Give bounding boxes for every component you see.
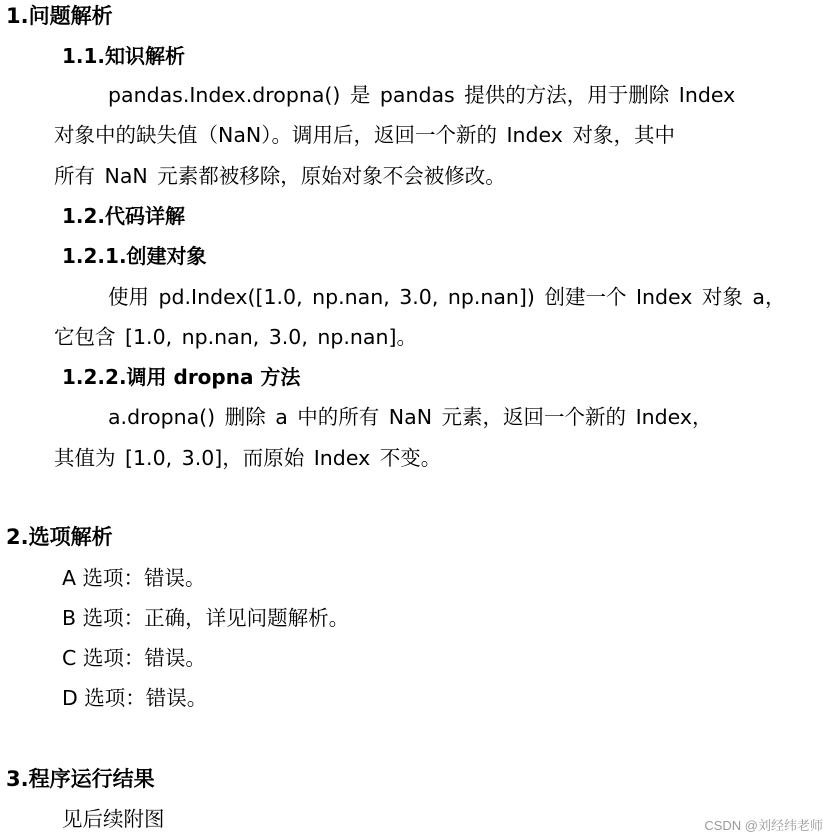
- section-1-2-heading: 1.2.代码详解: [62, 204, 186, 228]
- option-d: D 选项：错误。: [62, 686, 208, 710]
- option-a: A 选项：错误。: [62, 566, 206, 590]
- section-1-heading: 1.问题解析: [6, 4, 113, 28]
- section-1-2-1-heading: 1.2.1.创建对象: [62, 244, 207, 268]
- paragraph-line: 使用 pd.Index([1.0, np.nan, 3.0, np.nan]) 创建一个 Index 对象 a，: [108, 285, 786, 309]
- section-3-heading: 3.程序运行结果: [6, 767, 155, 791]
- watermark: CSDN @刘经纬老师: [704, 818, 823, 833]
- section-3-body: 见后续附图: [62, 807, 165, 831]
- paragraph-line: 其值为 [1.0, 3.0]，而原始 Index 不变。: [54, 446, 442, 470]
- paragraph-line: 所有 NaN 元素都被移除，原始对象不会被修改。: [54, 164, 506, 188]
- paragraph-line: a.dropna() 删除 a 中的所有 NaN 元素，返回一个新的 Index，: [108, 405, 713, 429]
- section-1-2-2-heading: 1.2.2.调用 dropna 方法: [62, 365, 301, 389]
- option-c: C 选项：错误。: [62, 646, 206, 670]
- paragraph-line: 对象中的缺失值（NaN）。调用后，返回一个新的 Index 对象，其中: [54, 123, 675, 147]
- paragraph-line: pandas.Index.dropna() 是 pandas 提供的方法，用于删除 Index: [108, 83, 736, 107]
- paragraph-line: 它包含 [1.0, np.nan, 3.0, np.nan]。: [54, 325, 417, 349]
- section-1-1-heading: 1.1.知识解析: [62, 44, 186, 68]
- option-b: B 选项：正确，详见问题解析。: [62, 606, 350, 630]
- section-2-heading: 2.选项解析: [6, 525, 113, 549]
